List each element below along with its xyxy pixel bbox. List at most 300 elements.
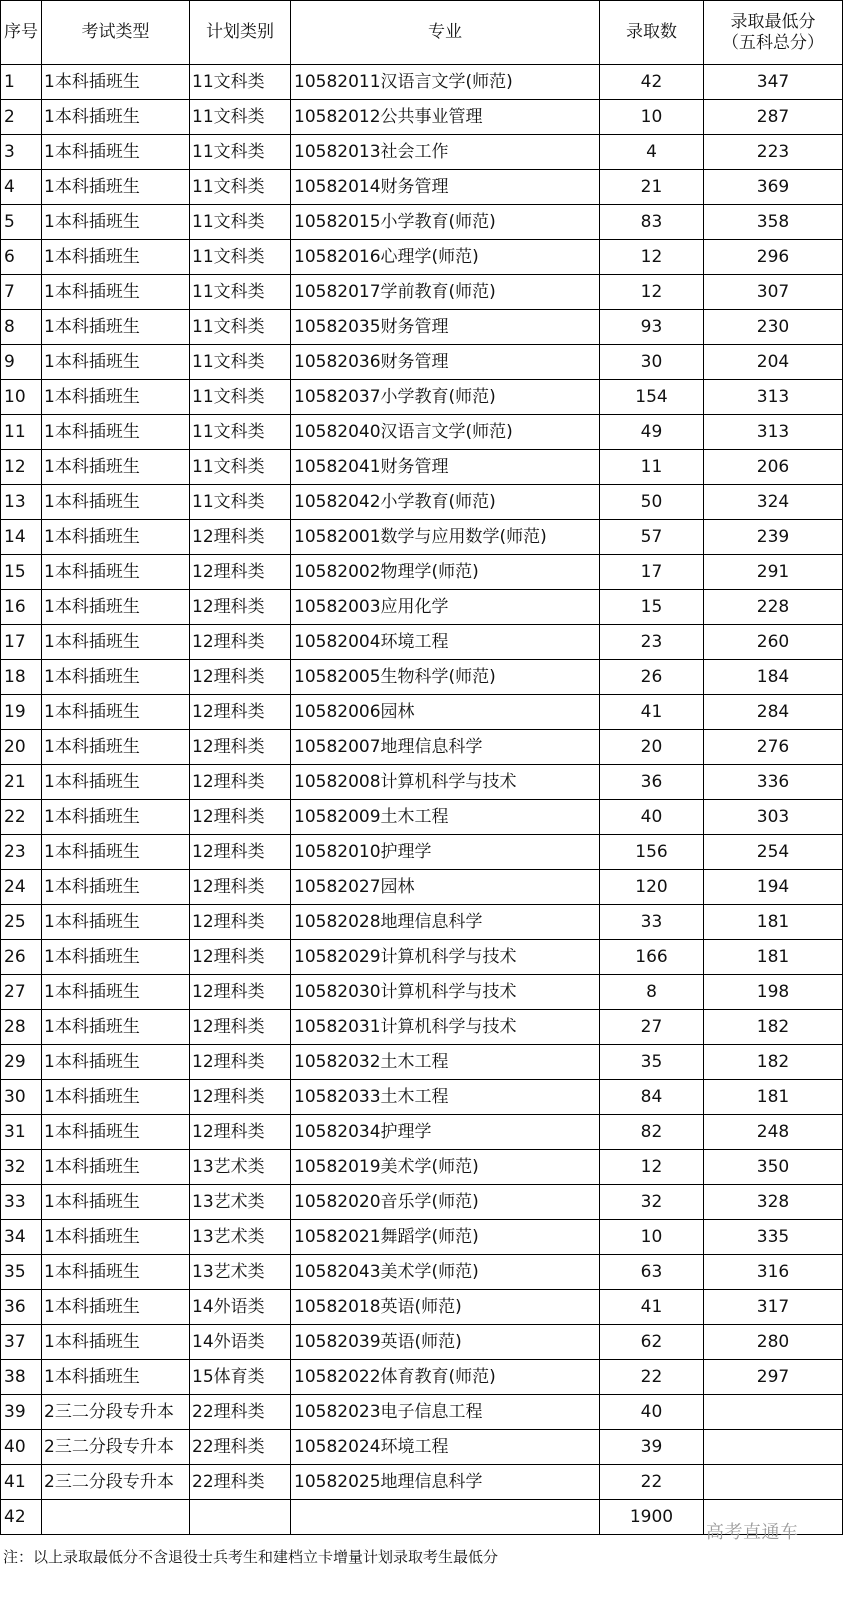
cell-major: 10582030计算机科学与技术 [291, 975, 600, 1010]
cell-seq: 29 [1, 1045, 42, 1080]
cell-major: 10582010护理学 [291, 835, 600, 870]
header-min-score-line1: 录取最低分 [730, 11, 816, 32]
cell-min-score: 297 [704, 1360, 843, 1395]
cell-seq: 8 [1, 310, 42, 345]
table-row [1, 800, 843, 835]
cell-min-score [704, 1465, 843, 1500]
cell-min-score: 328 [704, 1185, 843, 1220]
header-min-score-line2: （五科总分） [722, 32, 824, 53]
cell-admitted: 41 [600, 1290, 704, 1325]
cell-min-score: 228 [704, 590, 843, 625]
cell-exam-type: 1本科插班生 [42, 1010, 190, 1045]
table-row [1, 765, 843, 800]
cell-major: 10582029计算机科学与技术 [291, 940, 600, 975]
cell-exam-type: 1本科插班生 [42, 800, 190, 835]
cell-admitted: 62 [600, 1325, 704, 1360]
cell-exam-type: 1本科插班生 [42, 520, 190, 555]
cell-exam-type: 1本科插班生 [42, 590, 190, 625]
cell-admitted: 22 [600, 1360, 704, 1395]
cell-min-score: 313 [704, 415, 843, 450]
table-row [1, 485, 843, 520]
cell-seq: 2 [1, 100, 42, 135]
table-row [1, 730, 843, 765]
cell-min-score: 369 [704, 170, 843, 205]
cell-admitted: 42 [600, 65, 704, 100]
cell-exam-type: 1本科插班生 [42, 310, 190, 345]
cell-plan-type: 14外语类 [190, 1325, 291, 1360]
cell-admitted: 20 [600, 730, 704, 765]
cell-min-score: 280 [704, 1325, 843, 1360]
cell-admitted: 12 [600, 275, 704, 310]
cell-exam-type: 1本科插班生 [42, 660, 190, 695]
cell-plan-type: 12理科类 [190, 555, 291, 590]
header-exam-type: 考试类型 [42, 1, 190, 65]
table-row [1, 625, 843, 660]
table-row [1, 170, 843, 205]
cell-exam-type: 1本科插班生 [42, 1115, 190, 1150]
header-admitted: 录取数 [600, 1, 704, 65]
cell-admitted: 33 [600, 905, 704, 940]
cell-major: 10582020音乐学(师范) [291, 1185, 600, 1220]
cell-plan-type: 12理科类 [190, 765, 291, 800]
cell-major: 10582025地理信息科学 [291, 1465, 600, 1500]
cell-min-score: 316 [704, 1255, 843, 1290]
cell-plan-type: 22理科类 [190, 1395, 291, 1430]
cell-plan-type: 11文科类 [190, 345, 291, 380]
cell-min-score: 303 [704, 800, 843, 835]
cell-seq: 7 [1, 275, 42, 310]
cell-admitted: 84 [600, 1080, 704, 1115]
cell-seq: 38 [1, 1360, 42, 1395]
cell-min-score: 223 [704, 135, 843, 170]
cell-plan-type: 12理科类 [190, 730, 291, 765]
cell-plan-type: 13艺术类 [190, 1150, 291, 1185]
cell-admitted: 32 [600, 1185, 704, 1220]
cell-seq: 16 [1, 590, 42, 625]
cell-plan-type: 12理科类 [190, 800, 291, 835]
cell-exam-type: 1本科插班生 [42, 1220, 190, 1255]
cell-exam-type: 1本科插班生 [42, 380, 190, 415]
cell-exam-type [42, 1500, 190, 1535]
cell-exam-type: 2三二分段专升本 [42, 1430, 190, 1465]
cell-seq: 39 [1, 1395, 42, 1430]
cell-plan-type: 12理科类 [190, 1080, 291, 1115]
cell-admitted: 11 [600, 450, 704, 485]
cell-major: 10582018英语(师范) [291, 1290, 600, 1325]
cell-major: 10582041财务管理 [291, 450, 600, 485]
cell-exam-type: 1本科插班生 [42, 1255, 190, 1290]
cell-plan-type: 11文科类 [190, 65, 291, 100]
cell-admitted: 26 [600, 660, 704, 695]
cell-seq: 22 [1, 800, 42, 835]
cell-min-score: 317 [704, 1290, 843, 1325]
header-seq: 序号 [1, 1, 42, 65]
cell-min-score: 260 [704, 625, 843, 660]
cell-admitted: 1900 [600, 1500, 704, 1535]
cell-plan-type: 12理科类 [190, 870, 291, 905]
cell-major: 10582011汉语言文学(师范) [291, 65, 600, 100]
cell-major: 10582034护理学 [291, 1115, 600, 1150]
cell-seq: 40 [1, 1430, 42, 1465]
table-row [1, 1255, 843, 1290]
cell-major: 10582035财务管理 [291, 310, 600, 345]
cell-major: 10582043美术学(师范) [291, 1255, 600, 1290]
cell-admitted: 166 [600, 940, 704, 975]
cell-plan-type: 13艺术类 [190, 1255, 291, 1290]
cell-admitted: 27 [600, 1010, 704, 1045]
cell-admitted: 8 [600, 975, 704, 1010]
cell-major: 10582042小学教育(师范) [291, 485, 600, 520]
cell-min-score: 181 [704, 940, 843, 975]
cell-admitted: 57 [600, 520, 704, 555]
cell-admitted: 120 [600, 870, 704, 905]
cell-min-score: 350 [704, 1150, 843, 1185]
cell-admitted: 154 [600, 380, 704, 415]
cell-seq: 36 [1, 1290, 42, 1325]
cell-exam-type: 1本科插班生 [42, 835, 190, 870]
cell-plan-type: 13艺术类 [190, 1220, 291, 1255]
cell-min-score: 198 [704, 975, 843, 1010]
cell-min-score: 204 [704, 345, 843, 380]
cell-min-score: 181 [704, 1080, 843, 1115]
table-row [1, 415, 843, 450]
table-row [1, 590, 843, 625]
cell-seq: 26 [1, 940, 42, 975]
cell-plan-type: 12理科类 [190, 590, 291, 625]
cell-admitted: 41 [600, 695, 704, 730]
table-row [1, 1080, 843, 1115]
cell-admitted: 4 [600, 135, 704, 170]
cell-admitted: 156 [600, 835, 704, 870]
cell-exam-type: 1本科插班生 [42, 1150, 190, 1185]
cell-seq: 11 [1, 415, 42, 450]
cell-major: 10582036财务管理 [291, 345, 600, 380]
cell-min-score: 335 [704, 1220, 843, 1255]
cell-min-score: 276 [704, 730, 843, 765]
table-row [1, 450, 843, 485]
cell-seq: 25 [1, 905, 42, 940]
table-row [1, 1010, 843, 1045]
cell-plan-type: 22理科类 [190, 1430, 291, 1465]
cell-seq: 3 [1, 135, 42, 170]
cell-exam-type: 1本科插班生 [42, 1325, 190, 1360]
table-row [1, 65, 843, 100]
cell-seq: 5 [1, 205, 42, 240]
table-row [1, 870, 843, 905]
cell-seq: 23 [1, 835, 42, 870]
table-row [1, 695, 843, 730]
cell-min-score: 296 [704, 240, 843, 275]
cell-min-score: 181 [704, 905, 843, 940]
cell-major: 10582032土木工程 [291, 1045, 600, 1080]
header-row [1, 1, 843, 65]
cell-min-score: 358 [704, 205, 843, 240]
cell-major: 10582019美术学(师范) [291, 1150, 600, 1185]
cell-exam-type: 1本科插班生 [42, 100, 190, 135]
cell-major: 10582015小学教育(师范) [291, 205, 600, 240]
cell-exam-type: 1本科插班生 [42, 870, 190, 905]
cell-seq: 21 [1, 765, 42, 800]
cell-admitted: 36 [600, 765, 704, 800]
cell-plan-type: 15体育类 [190, 1360, 291, 1395]
cell-plan-type: 11文科类 [190, 450, 291, 485]
cell-major: 10582009土木工程 [291, 800, 600, 835]
table-row [1, 380, 843, 415]
cell-exam-type: 1本科插班生 [42, 205, 190, 240]
cell-admitted: 21 [600, 170, 704, 205]
cell-exam-type: 1本科插班生 [42, 905, 190, 940]
header-plan-type: 计划类别 [190, 1, 291, 65]
cell-major: 10582017学前教育(师范) [291, 275, 600, 310]
cell-exam-type: 1本科插班生 [42, 555, 190, 590]
cell-major: 10582024环境工程 [291, 1430, 600, 1465]
table-row [1, 1220, 843, 1255]
cell-major: 10582022体育教育(师范) [291, 1360, 600, 1395]
cell-seq: 15 [1, 555, 42, 590]
cell-exam-type: 1本科插班生 [42, 415, 190, 450]
cell-admitted: 40 [600, 1395, 704, 1430]
cell-plan-type: 12理科类 [190, 940, 291, 975]
cell-major: 10582002物理学(师范) [291, 555, 600, 590]
cell-major: 10582012公共事业管理 [291, 100, 600, 135]
table-row [1, 310, 843, 345]
cell-admitted: 30 [600, 345, 704, 380]
cell-seq: 14 [1, 520, 42, 555]
table-row [1, 1290, 843, 1325]
cell-seq: 1 [1, 65, 42, 100]
cell-plan-type: 11文科类 [190, 240, 291, 275]
cell-major: 10582040汉语言文学(师范) [291, 415, 600, 450]
cell-admitted: 12 [600, 240, 704, 275]
cell-admitted: 10 [600, 1220, 704, 1255]
cell-seq: 41 [1, 1465, 42, 1500]
cell-plan-type [190, 1500, 291, 1535]
header-min-score [704, 1, 843, 65]
table-row [1, 240, 843, 275]
cell-admitted: 63 [600, 1255, 704, 1290]
cell-major: 10582021舞蹈学(师范) [291, 1220, 600, 1255]
cell-major: 10582014财务管理 [291, 170, 600, 205]
table-row [1, 1325, 843, 1360]
cell-major: 10582008计算机科学与技术 [291, 765, 600, 800]
cell-min-score: 182 [704, 1010, 843, 1045]
table-row [1, 1150, 843, 1185]
table-row [1, 275, 843, 310]
cell-plan-type: 11文科类 [190, 415, 291, 450]
cell-seq: 32 [1, 1150, 42, 1185]
cell-major: 10582039英语(师范) [291, 1325, 600, 1360]
cell-plan-type: 11文科类 [190, 380, 291, 415]
cell-min-score: 206 [704, 450, 843, 485]
cell-exam-type: 1本科插班生 [42, 1185, 190, 1220]
cell-exam-type: 2三二分段专升本 [42, 1395, 190, 1430]
cell-admitted: 39 [600, 1430, 704, 1465]
cell-major: 10582027园林 [291, 870, 600, 905]
cell-min-score: 291 [704, 555, 843, 590]
table-row [1, 135, 843, 170]
cell-exam-type: 1本科插班生 [42, 450, 190, 485]
cell-seq: 9 [1, 345, 42, 380]
table-row [1, 660, 843, 695]
cell-plan-type: 12理科类 [190, 695, 291, 730]
cell-admitted: 15 [600, 590, 704, 625]
cell-seq: 12 [1, 450, 42, 485]
table-row [1, 835, 843, 870]
cell-seq: 6 [1, 240, 42, 275]
cell-major [291, 1500, 600, 1535]
cell-exam-type: 1本科插班生 [42, 65, 190, 100]
cell-plan-type: 11文科类 [190, 135, 291, 170]
table-row [1, 1115, 843, 1150]
cell-min-score: 254 [704, 835, 843, 870]
cell-plan-type: 12理科类 [190, 905, 291, 940]
cell-min-score: 307 [704, 275, 843, 310]
cell-exam-type: 1本科插班生 [42, 275, 190, 310]
table-row [1, 1465, 843, 1500]
table-body [1, 65, 843, 1535]
cell-seq: 18 [1, 660, 42, 695]
cell-min-score: 182 [704, 1045, 843, 1080]
cell-exam-type: 1本科插班生 [42, 1290, 190, 1325]
table-row [1, 205, 843, 240]
cell-exam-type: 1本科插班生 [42, 940, 190, 975]
cell-major: 10582007地理信息科学 [291, 730, 600, 765]
table-row [1, 100, 843, 135]
cell-seq: 27 [1, 975, 42, 1010]
cell-major: 10582023电子信息工程 [291, 1395, 600, 1430]
cell-min-score: 248 [704, 1115, 843, 1150]
footnote: 注：以上录取最低分不含退役士兵考生和建档立卡增量计划录取考生最低分 [3, 1548, 499, 1566]
cell-exam-type: 1本科插班生 [42, 1045, 190, 1080]
cell-admitted: 12 [600, 1150, 704, 1185]
cell-admitted: 35 [600, 1045, 704, 1080]
cell-seq: 24 [1, 870, 42, 905]
watermark: 高考直通车 [706, 1522, 799, 1543]
table-row [1, 940, 843, 975]
cell-exam-type: 2三二分段专升本 [42, 1465, 190, 1500]
cell-plan-type: 12理科类 [190, 1115, 291, 1150]
table-header [1, 1, 843, 65]
cell-min-score [704, 1430, 843, 1465]
cell-min-score: 287 [704, 100, 843, 135]
cell-exam-type: 1本科插班生 [42, 625, 190, 660]
cell-major: 10582033土木工程 [291, 1080, 600, 1115]
cell-major: 10582003应用化学 [291, 590, 600, 625]
cell-exam-type: 1本科插班生 [42, 695, 190, 730]
cell-min-score: 239 [704, 520, 843, 555]
cell-admitted: 40 [600, 800, 704, 835]
cell-admitted: 83 [600, 205, 704, 240]
cell-exam-type: 1本科插班生 [42, 730, 190, 765]
cell-major: 10582005生物科学(师范) [291, 660, 600, 695]
cell-min-score: 194 [704, 870, 843, 905]
cell-plan-type: 12理科类 [190, 1045, 291, 1080]
cell-major: 10582013社会工作 [291, 135, 600, 170]
cell-major: 10582028地理信息科学 [291, 905, 600, 940]
cell-admitted: 49 [600, 415, 704, 450]
table-row [1, 1045, 843, 1080]
cell-admitted: 17 [600, 555, 704, 590]
cell-exam-type: 1本科插班生 [42, 485, 190, 520]
cell-admitted: 23 [600, 625, 704, 660]
cell-plan-type: 12理科类 [190, 660, 291, 695]
cell-min-score [704, 1395, 843, 1430]
cell-seq: 31 [1, 1115, 42, 1150]
cell-exam-type: 1本科插班生 [42, 1080, 190, 1115]
cell-seq: 4 [1, 170, 42, 205]
cell-exam-type: 1本科插班生 [42, 765, 190, 800]
cell-major: 10582001数学与应用数学(师范) [291, 520, 600, 555]
cell-plan-type: 11文科类 [190, 485, 291, 520]
cell-plan-type: 11文科类 [190, 275, 291, 310]
cell-min-score: 230 [704, 310, 843, 345]
cell-seq: 30 [1, 1080, 42, 1115]
cell-seq: 19 [1, 695, 42, 730]
cell-min-score: 184 [704, 660, 843, 695]
cell-seq: 13 [1, 485, 42, 520]
cell-exam-type: 1本科插班生 [42, 170, 190, 205]
table-row [1, 555, 843, 590]
cell-seq: 17 [1, 625, 42, 660]
cell-seq: 33 [1, 1185, 42, 1220]
cell-admitted: 82 [600, 1115, 704, 1150]
cell-plan-type: 22理科类 [190, 1465, 291, 1500]
table-row [1, 1185, 843, 1220]
cell-plan-type: 11文科类 [190, 205, 291, 240]
cell-major: 10582004环境工程 [291, 625, 600, 660]
cell-admitted: 50 [600, 485, 704, 520]
cell-plan-type: 14外语类 [190, 1290, 291, 1325]
cell-plan-type: 12理科类 [190, 520, 291, 555]
cell-seq: 37 [1, 1325, 42, 1360]
header-major: 专业 [291, 1, 600, 65]
cell-exam-type: 1本科插班生 [42, 1360, 190, 1395]
cell-admitted: 22 [600, 1465, 704, 1500]
cell-major: 10582006园林 [291, 695, 600, 730]
cell-min-score: 324 [704, 485, 843, 520]
cell-min-score: 347 [704, 65, 843, 100]
cell-exam-type: 1本科插班生 [42, 135, 190, 170]
cell-plan-type: 12理科类 [190, 835, 291, 870]
cell-plan-type: 12理科类 [190, 1010, 291, 1045]
cell-admitted: 93 [600, 310, 704, 345]
cell-seq: 35 [1, 1255, 42, 1290]
cell-exam-type: 1本科插班生 [42, 345, 190, 380]
cell-plan-type: 13艺术类 [190, 1185, 291, 1220]
cell-major: 10582031计算机科学与技术 [291, 1010, 600, 1045]
cell-plan-type: 12理科类 [190, 625, 291, 660]
cell-exam-type: 1本科插班生 [42, 240, 190, 275]
cell-plan-type: 11文科类 [190, 310, 291, 345]
cell-min-score: 313 [704, 380, 843, 415]
cell-seq: 34 [1, 1220, 42, 1255]
cell-min-score: 336 [704, 765, 843, 800]
cell-plan-type: 12理科类 [190, 975, 291, 1010]
table-row [1, 345, 843, 380]
cell-major: 10582037小学教育(师范) [291, 380, 600, 415]
cell-seq: 42 [1, 1500, 42, 1535]
cell-plan-type: 11文科类 [190, 100, 291, 135]
cell-major: 10582016心理学(师范) [291, 240, 600, 275]
cell-exam-type: 1本科插班生 [42, 975, 190, 1010]
table-row [1, 975, 843, 1010]
table-row [1, 1430, 843, 1465]
table-row [1, 905, 843, 940]
cell-seq: 10 [1, 380, 42, 415]
cell-min-score: 284 [704, 695, 843, 730]
cell-seq: 20 [1, 730, 42, 765]
cell-admitted: 10 [600, 100, 704, 135]
